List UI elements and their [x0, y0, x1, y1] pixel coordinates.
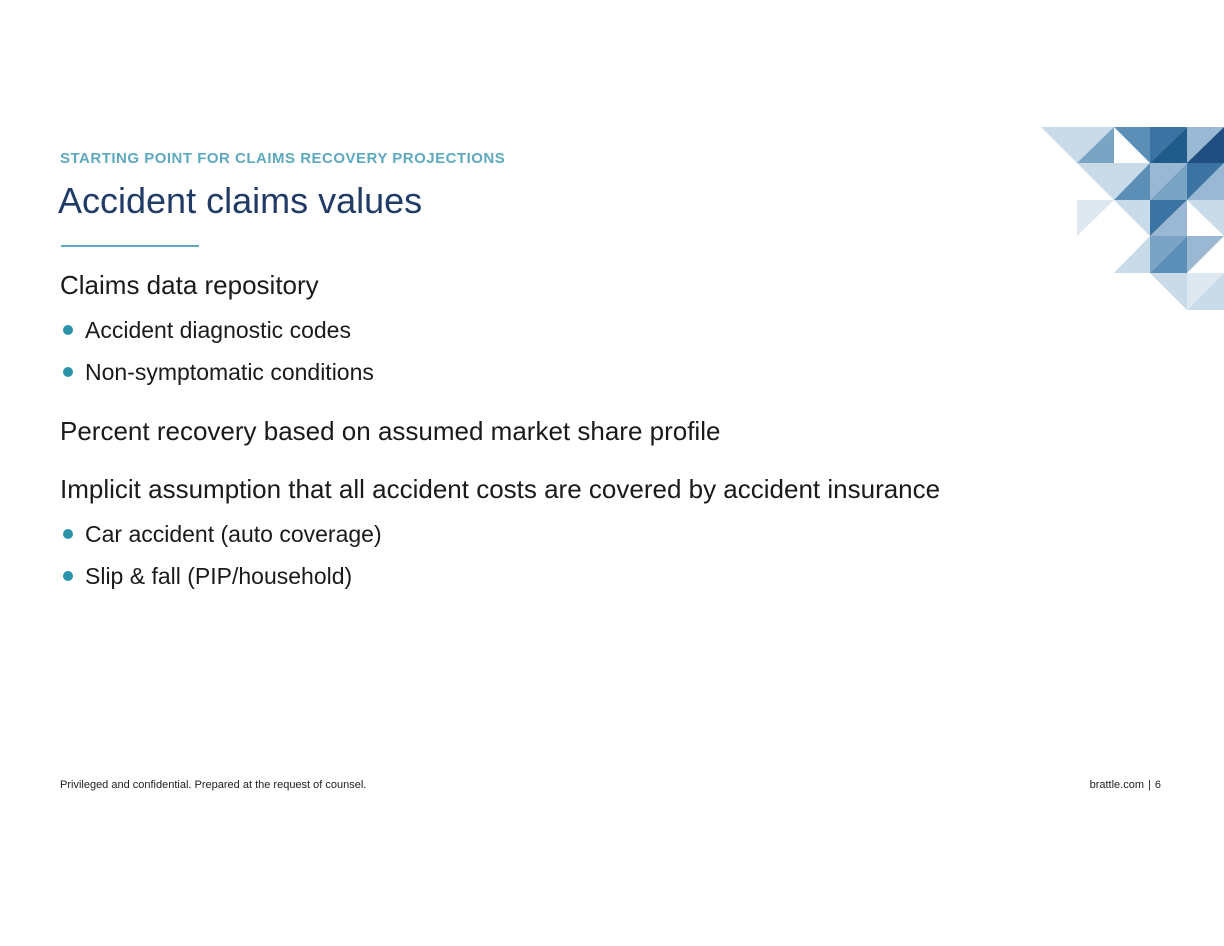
- section-heading: Percent recovery based on assumed market share profile: [60, 416, 721, 446]
- footer-site: brattle.com: [1089, 779, 1145, 791]
- section-heading: Claims data repository: [60, 270, 319, 300]
- bullet-list: [60, 513, 1060, 597]
- section-heading: Implicit assumption that all accident costs are covered by accident insurance: [60, 474, 941, 504]
- bullet-item: [60, 555, 1060, 597]
- bullet-text: Accident diagnostic codes: [85, 317, 351, 343]
- bullet-dot-icon: [63, 571, 73, 581]
- bullet-text: Non-symptomatic conditions: [85, 359, 374, 385]
- footer-page-info: [1090, 779, 1161, 791]
- bullet-dot-icon: [63, 325, 73, 335]
- slide-eyebrow: STARTING POINT FOR CLAIMS RECOVERY PROJECTIONS: [60, 150, 506, 167]
- page-number: 6: [1154, 779, 1161, 791]
- triangle-pattern-logo: [1041, 127, 1224, 310]
- confidentiality-notice: Privileged and confidential. Prepared at the request of counsel.: [60, 779, 367, 791]
- bullet-dot-icon: [63, 529, 73, 539]
- slide-title: Accident claims values: [58, 180, 423, 221]
- bullet-dot-icon: [63, 367, 73, 377]
- title-underline: [61, 245, 199, 247]
- footer-separator: |: [1148, 779, 1151, 791]
- bullet-item: [60, 351, 1060, 393]
- bullet-text: Slip & fall (PIP/household): [85, 563, 353, 589]
- slide-body: [60, 265, 1060, 597]
- bullet-list: [60, 309, 1060, 393]
- bullet-text: Car accident (auto coverage): [85, 521, 382, 547]
- bullet-item: [60, 513, 1060, 555]
- bullet-item: [60, 309, 1060, 351]
